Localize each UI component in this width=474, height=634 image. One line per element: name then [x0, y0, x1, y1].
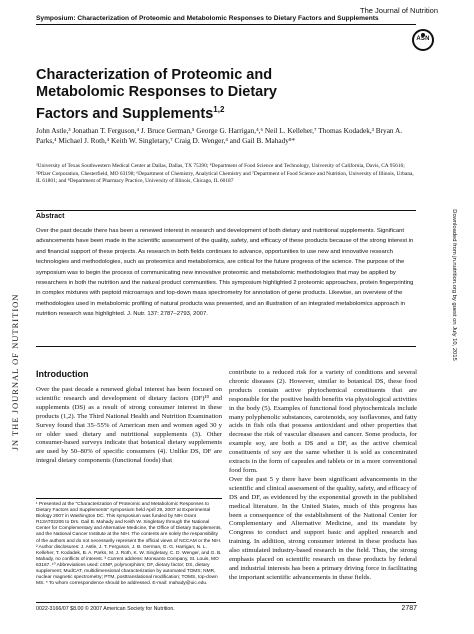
copyright-line: 0022-3166/07 $8.00 © 2007 American Society for Nutrition. — [36, 606, 175, 612]
introduction-text: Over the past decade a renewed global interest has been focused on scientific research and development of dietary factors (DF)¹⁰ and supplements (DS) as a result of strong consumer interest in these products (1,2). The Third National Health and Nutrition Examination Survey found that 35–55% of American men and women aged 30 y or older used dietary and nutritional supplements (3). Other consumer-based surveys indicate that botanical dietary supplements are used by 50–80% of specific consumers (4). Unlike DS, DF are integral dietary components (functional foods) that — [36, 386, 222, 465]
title-footnote-marks: 1,2 — [213, 105, 225, 114]
footnotes: ¹ Presented at the "Characterization of Proteomic and Metabolomic Responses to Dietary Factors and Supplements" symposium held April 29, 2007 at Experimental Biology 2007 in Washington DC. This symposium was funded by NIH Grant R13AT02206 to Drs. Gail B. Mahady and Keith W. Singletary through the National Center for Complementary and Alternative Medicine, the Office of Dietary Supplements, and the National Cancer Institute at the NIH. The contents are solely the responsibility of the authors and do not necessarily represent the official views of NCCAM or the NIH. ² Author disclosures: J. Astle, J. T. Ferguson, J. B. German, G. G. Harrigan, N. L. Kelleher, T. Kodadek, B. A. Parks, M. J. Roth, K. W. Singletary, C. D. Wenger, and G. B. Mahady, no conflicts of interest. ³ Current address: Monsanto Company, St. Louis, MO 63167. ¹⁰ Abbreviations used: cSNP, polymorphism; DF, dietary factor; DS, dietary supplement; MudCAT, multidimensional characterization by automated TOMS; NMR, nuclear magnetic spectrometry; PTM, posttranslational modification; TOMS, top-down MS. * To whom correspondence should be addressed. E-mail: mahady@uic.edu. — [36, 502, 222, 587]
title-text: Characterization of Proteomic and Metabolomic Responses to Dietary Factors and Supplements — [36, 67, 277, 122]
asn-logo — [412, 29, 434, 51]
introduction-heading: Introduction — [36, 369, 89, 379]
download-notice — [448, 170, 460, 400]
abstract-text: Over the past decade there has been a renewed interest in research and development of both dietary and nutritional supplements. Significant advancements have been made in the scientific assessment of the quality, safety, and efficacy of these products because of the strong interest in and financial support of these projects. As research in both fields continues to advance, opportunities to use new and innovative research technologies and methodologies, such as proteomics and metabolomics, are critical for the future progress of the science. The purpose of the symposium was to begin the process of communicating new innovative proteomic and metabolomic methodologies that may be applied by researchers in both the nutrition and the natural product communities. This symposium highlighted 2 proteomic approaches, protein fingerprinting in complex mixtures with peptoid microarrays and top-down mass spectrometry for annotation of gene products. Likewise, an overview of the methodologies used in metabolomic profiling of natural products was presented, and an illustration of an integrated metabolomics approach in nutrition research was highlighted. J. Nutr. 137: 2787–2793, 2007. — [36, 228, 414, 318]
download-notice-text: Downloaded from jn.nutrition.org by guest on July 10, 2015 — [451, 209, 457, 361]
journal-name: The Journal of Nutrition — [360, 6, 438, 15]
author-list: John Astle,³ Jonathan T. Ferguson,⁴ J. Bruce German,⁵ George G. Harrigan,⁴,⁶ Neil L. Kelleher,⁷ Thomas Kodadek,³ Bryan A. Parks,⁴ Michael J. Roth,⁴ Keith W. Singletary,⁷ Craig D. Wenger,⁴ and Gail B. Mahady⁸* — [36, 126, 403, 145]
symposium-line: Symposium: Characterization of Proteomic and Metabolomic Responses to Dietary Factors and Supplements — [36, 15, 379, 22]
page-number: 2787 — [401, 605, 417, 612]
footer-rule — [36, 602, 416, 603]
journal-sidebar — [8, 226, 22, 518]
abstract-heading: Abstract — [36, 213, 65, 220]
header-rule — [36, 24, 416, 25]
affiliations: ³University of Texas Southwestern Medical Center at Dallas, Dallas, TX 75390; ⁴Department of Food Science and Technology, University of California, Davis, CA 95616; ⁵Pfizer Corporation, Chesterfield, MO 63198; ⁶Department of Chemistry, Analytical Chemistry and ⁷Department of Food Science and Nutrition, University of Illinois, Urbana, IL 61801; and ⁸Department of Pharmacy Practice, University of Illinois, Chicago, IL 60187 — [36, 163, 414, 185]
footnote-rule — [36, 498, 222, 499]
article-title — [36, 67, 326, 123]
logo-text: ASN — [416, 36, 430, 42]
right-column-text: contribute to a reduced risk for a variety of conditions and several chronic diseases (2). However, similar to botanical DS, these food products contain active phytochemical constituents that are responsible for the positive health benefits via physiological activities in the body (5). Examples of functional food phytochemicals include many polyphenolic substances, carotenoids, soy isoflavones, and fatty acids in fish oils that possess antioxidant and other properties that decrease the risk of vascular diseases and cancer. Some products, for example soy, are both a DS and a DF, as the active chemical constituents of soy are the same whether it is sold as concentrated extracts in the form of capsules and tablets or in a more conventional food form. Over the past 5 y there have been significant advancements in the scientific and clinical assessment of the quality, safety, and efficacy of DS and DF, as evidenced by the exponential growth in the published medical literature. In the United States, much of this progress has been a consequence of the establishment of the National Center for Complementary and Alternative Medicine, and its mandate by Congress to conduct and support basic and applied research and training. In addition, strong consumer interest in these products has also stimulated industry-based research in the field. Thus, the strong emphasis placed on scientific research on these products by federal and industrial interests has been a primary driving force in facilitating the important scientific advancements in these fields. — [229, 369, 417, 581]
journal-sidebar-text: JN THE JOURNAL OF NUTRITION — [10, 293, 20, 451]
